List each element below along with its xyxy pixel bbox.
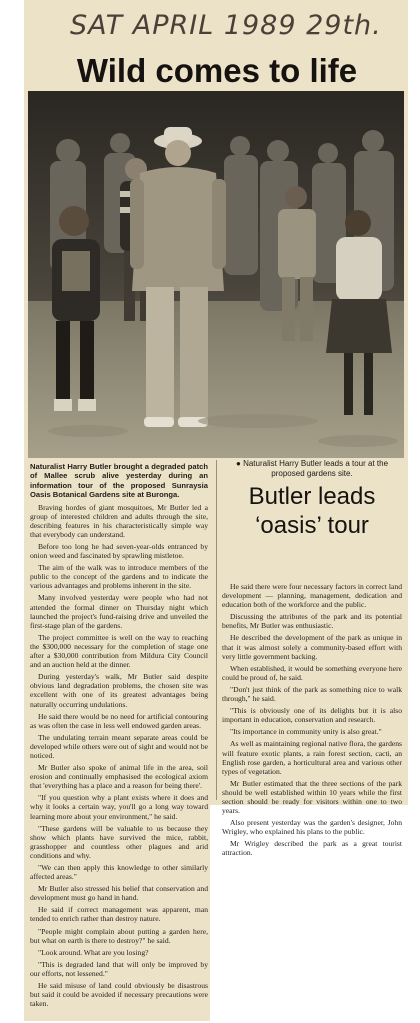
article-paragraph: He said misuse of land could obviously be disastrous but said it could be avoided if necessary precautions were taken. (30, 981, 208, 1009)
article-paragraph: "This is degraded land that will only be improved by our efforts, not lessened." (30, 959, 208, 978)
caption-bullet: ● (235, 459, 241, 468)
article-paragraph: "Its importance in community unity is also great." (230, 727, 382, 737)
photo-caption (222, 459, 402, 479)
article-paragraph: As well as maintaining regional native flora, the gardens will feature exotic plants, a rain forest section, cacti, an English rose garden, a horticultural area and various other types of vegetation. (222, 739, 402, 776)
article-paragraph: Mr Butler estimated that the three sections of the park should be well established within 10 years while the first section should be ready for visitors within one to two years. (222, 778, 402, 816)
article-paragraph: "This is obviously one of its delights but it is also important in education, conservation and research. (222, 706, 402, 725)
sub-headline-line-2: ‘oasis’ tour (255, 512, 369, 539)
article-photo (28, 91, 404, 458)
article-paragraph: When established, it would be something everyone here could be proud of, he said. (222, 663, 402, 682)
article-column-left (30, 462, 208, 1017)
article-paragraph: During yesterday's walk, Mr Butler said despite obvious land degradation problems, the chosen site was excellent with one of its greatest advantages being naturally occurring undulations. (30, 672, 208, 709)
article-paragraph: Discussing the attributes of the park and its potential benefits, Mr Butler was enthusiastic. (222, 612, 402, 631)
article-paragraph: "Look around. What are you losing? (38, 947, 149, 957)
handwritten-date: SAT APRIL 1989 29th. (70, 10, 382, 41)
article-paragraph: Braving hordes of giant mosquitoes, Mr Butler led a group of interested children and adults through the site, describing features in his characteristically simple way that everybody can understand. (30, 502, 208, 539)
article-paragraph: The aim of the walk was to introduce members of the public to the concept of the gardens and to indicate the various advantages and problems inherent in the site. (30, 563, 208, 591)
article-paragraph: Also present yesterday was the garden's designer, John Wrigley, who explained his plans to the public. (222, 818, 402, 837)
photo-illustration (28, 91, 404, 458)
article-paragraph: He said there were four necessary factors in correct land development — planning, management, dedication and education both of the workforce and the public. (222, 582, 402, 610)
photo-caption-text: Naturalist Harry Butler leads a tour at the proposed gardens site. (243, 459, 389, 478)
article-paragraph: He said if correct management was apparent, man tended to enrich rather than destroy nature. (30, 905, 208, 924)
lead-paragraph: Naturalist Harry Butler brought a degraded patch of Mallee scrub alive yesterday during an information tour of the proposed Sunraysia Oasis Botanical Gardens site at Buronga. (30, 462, 208, 500)
article-paragraph: Mr Butler also spoke of animal life in the area, soil erosion and continually emphasised the ecological axiom that 'everything has a place and a reason for being there'. (30, 763, 208, 791)
article-headline: Wild comes to life (76, 52, 358, 89)
article-paragraph: Before too long he had seven-year-olds entranced by onion weed and fascinated by sprawling mistletoe. (30, 542, 208, 561)
article-paragraph: The project committee is well on the way to reaching the $300,000 necessary for the completion of stage one after a $30,000 contribution from Mildura City Council and an auction held at the dinner. (30, 632, 208, 670)
article-column-right (222, 582, 402, 858)
article-paragraph: "Don't just think of the park as something nice to walk through," he said. (222, 684, 402, 704)
article-paragraph: Many involved yesterday were people who had not attended the formal dinner on Thursday night which launched the project's fund-raising drive and unveiled the first-stage plan of the gardens. (30, 593, 208, 630)
column-divider (216, 460, 217, 800)
article-paragraph: "We can then apply this knowledge to other similarly affected areas." (30, 863, 208, 882)
article-paragraph: Mr Butler also stressed his belief that conservation and development must go hand in hand. (30, 884, 208, 903)
article-paragraph: Mr Wrigley described the park as a great tourist attraction. (222, 839, 402, 858)
article-paragraph: He described the development of the park as unique in that it was almost solely a community-based effort with very little government backing. (222, 633, 402, 661)
clipping-cutout (210, 805, 410, 1023)
sub-headline (222, 482, 402, 540)
article-paragraph: "If you question why a plant exists where it does and why it looks a certain way, you'll go a long way toward learning more about your environment," he said. (30, 793, 208, 821)
article-paragraph: "These gardens will be valuable to us because they show which plants have survived the mice, rabbit, grasshopper and countless other plagues and arid conditions and why. (30, 823, 208, 860)
article-paragraph: "People might complain about putting a garden here, but what on earth is there to destroy?" he said. (30, 926, 208, 945)
article-paragraph: The undulating terrain meant separate areas could be developed while others were out of sight and would not be noticed. (30, 732, 208, 760)
article-paragraph: He said there would be no need for artificial contouring as was often the case in less well endowed garden areas. (30, 711, 208, 730)
sub-headline-line-1: Butler leads (248, 483, 376, 510)
